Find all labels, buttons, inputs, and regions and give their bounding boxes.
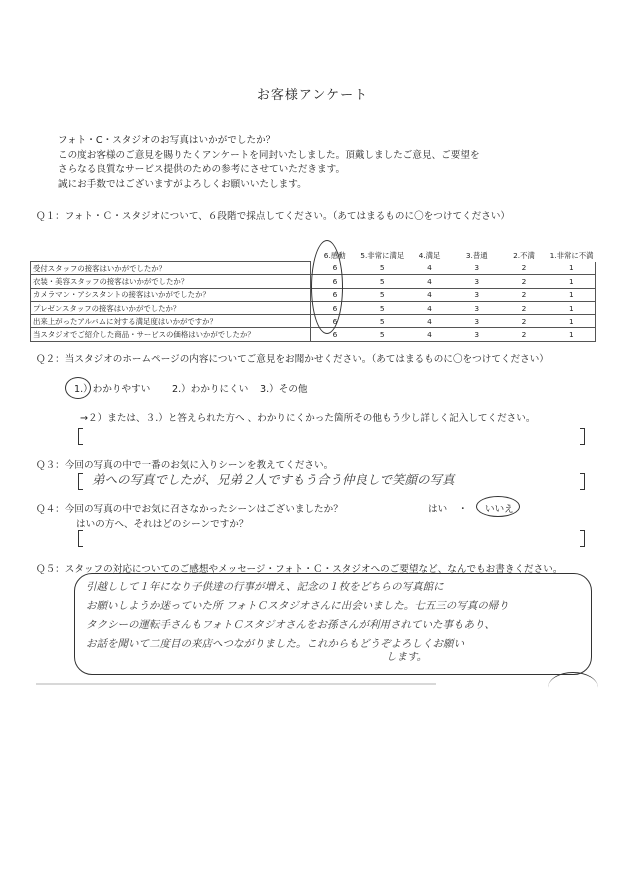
rating-option[interactable]: 4 xyxy=(406,328,453,341)
answer-bracket-left xyxy=(78,428,83,445)
rating-option[interactable]: 2 xyxy=(500,275,547,288)
rating-item-label: 受付スタッフの接客はいかがでしたか？ xyxy=(31,262,311,275)
intro-text xyxy=(58,134,578,192)
q2-followup: →２）または、３.）と答えられた方へ 、わかりにくかった箇所その他もう少し詳しく記入してください。 xyxy=(80,413,536,424)
answer-bracket-right xyxy=(580,428,585,445)
q1-question: Ｑ１：フォト・Ｃ・スタジオについて、６段階で採点してください。（あてはまるものに〇をつけてください） xyxy=(36,211,511,222)
intro-line: さらなる良質なサービス提供のための参考にさせていただきます。 xyxy=(58,164,346,175)
table-row xyxy=(31,328,596,341)
rating-option[interactable]: 5 xyxy=(359,315,406,328)
rating-option[interactable]: 2 xyxy=(500,301,547,314)
rating-col-header: 2.不満 xyxy=(513,251,535,261)
answer-line: タクシーの運転手さんもフォトＣスタジオさんをお孫さんが利用されていた事もあり、 xyxy=(86,619,495,631)
rating-option[interactable]: 3 xyxy=(453,275,500,288)
table-row xyxy=(31,315,596,328)
cropped-text-line xyxy=(36,683,436,685)
rating-col-header: 5.非常に満足 xyxy=(360,251,405,261)
rating-option[interactable]: 6 xyxy=(311,262,359,275)
rating-option[interactable]: 4 xyxy=(406,301,453,314)
q5-question: Ｑ５：スタッフの対応についてのご感想やメッセージ・フォト・Ｃ・スタジオへのご要望など、なんでもお書きください。 xyxy=(36,564,563,575)
rating-option[interactable]: 5 xyxy=(359,288,406,301)
rating-option[interactable]: 1 xyxy=(548,288,596,301)
rating-option[interactable]: 4 xyxy=(406,275,453,288)
q4-question: Ｑ４：今回の写真の中でお気に召さなかったシーンはございましたか？ xyxy=(36,504,343,515)
rating-item-label: プレゼンスタッフの接客はいかがでしたか？ xyxy=(31,301,311,314)
rating-item-label: 衣装・美容スタッフの接客はいかがでしたか？ xyxy=(31,275,311,288)
answer-line: お願いしようか迷っていた所 フォトＣスタジオさんに出会いました。七五三の写真の帰り xyxy=(86,600,509,612)
answer-bracket-left xyxy=(78,473,83,490)
rating-option[interactable]: 2 xyxy=(500,328,547,341)
rating-option[interactable]: 6 xyxy=(311,315,359,328)
rating-option[interactable]: 5 xyxy=(359,328,406,341)
answer-line: お話を聞いて二度目の来店へつながりました。これからもどうぞよろしくお願い xyxy=(86,638,464,650)
rating-option[interactable]: 6 xyxy=(311,328,359,341)
q3-question: Ｑ３：今回の写真の中で一番のお気に入りシーンを教えてください。 xyxy=(36,460,334,471)
answer-bracket-left xyxy=(78,530,83,547)
q5-handwritten-answer xyxy=(86,578,586,667)
rating-option[interactable]: 1 xyxy=(548,262,596,275)
intro-line: 誠にお手数ではございますがよろしくお願いいたします。 xyxy=(58,178,307,190)
q4-option-no[interactable]: いいえ xyxy=(485,504,514,515)
rating-option[interactable]: 4 xyxy=(406,315,453,328)
q2-option-1[interactable]: 1.）わかりやすい xyxy=(74,384,151,395)
q4-option-yes[interactable]: はい xyxy=(428,504,448,515)
rating-option[interactable]: 4 xyxy=(406,262,453,275)
rating-option[interactable]: 6 xyxy=(311,275,359,288)
answer-bracket-right xyxy=(580,473,585,490)
intro-line: フォト・C・スタジオのお写真はいかがでしたか？ xyxy=(58,135,276,146)
hand-drawn-circle-mark xyxy=(311,240,343,334)
answer-bracket-right xyxy=(580,530,585,547)
rating-col-header: 1.非常に不満 xyxy=(549,251,594,261)
rating-option[interactable]: 5 xyxy=(359,262,406,275)
rating-col-header: 4.満足 xyxy=(418,251,441,261)
rating-item-label: カメラマン・アシスタントの接客はいかがでしたか？ xyxy=(31,288,311,301)
intro-line: この度お客様のご意見を賜りたくアンケートを同封いたしました。頂戴しましたご意見、ご要望を xyxy=(58,149,480,161)
rating-option[interactable]: 6 xyxy=(311,301,359,314)
answer-line: 引越しして１年になり子供達の行事が増え、記念の１枚をどちらの写真館に xyxy=(86,581,444,593)
q4-separator: ・ xyxy=(458,504,468,515)
answer-line: します。 xyxy=(386,651,428,663)
rating-option[interactable]: 3 xyxy=(453,288,500,301)
rating-option[interactable]: 2 xyxy=(500,315,547,328)
rating-item-label: 当スタジオでご紹介した商品・サービスの価格はいかがでしたか？ xyxy=(31,328,311,341)
rating-option[interactable]: 1 xyxy=(548,328,596,341)
rating-option[interactable]: 2 xyxy=(500,288,547,301)
q3-handwritten-answer: 弟への写真でしたが、兄弟２人ですもう合う仲良しで笑顔の写真 xyxy=(92,472,455,487)
rating-option[interactable]: 3 xyxy=(453,262,500,275)
rating-option[interactable]: 3 xyxy=(453,301,500,314)
hand-drawn-circle-mark xyxy=(548,672,598,703)
rating-option[interactable]: 4 xyxy=(406,288,453,301)
rating-col-header: 6.感動 xyxy=(323,251,346,261)
q2-option-2[interactable]: 2.）わかりにくい xyxy=(172,384,249,395)
rating-option[interactable]: 6 xyxy=(311,288,359,301)
q2-question: Ｑ２：当スタジオのホームページの内容についてご意見をお聞かせください。（あてはまるものに〇をつけてください） xyxy=(36,354,549,365)
rating-option[interactable]: 1 xyxy=(548,275,596,288)
rating-option[interactable]: 3 xyxy=(453,328,500,341)
q2-option-3[interactable]: 3.）その他 xyxy=(260,384,308,395)
rating-item-label: 出来上がったアルバムに対する満足度はいかがですか？ xyxy=(31,315,311,328)
rating-option[interactable]: 5 xyxy=(359,275,406,288)
rating-option[interactable]: 5 xyxy=(359,301,406,314)
rating-option[interactable]: 3 xyxy=(453,315,500,328)
rating-col-header: 3.普通 xyxy=(465,251,488,261)
rating-option[interactable]: 2 xyxy=(500,262,547,275)
rating-option[interactable]: 1 xyxy=(548,315,596,328)
q4-followup: はいの方へ、それはどのシーンですか？ xyxy=(76,519,249,530)
page-title: お客様アンケート xyxy=(256,88,369,103)
rating-option[interactable]: 1 xyxy=(548,301,596,314)
rating-header-blank xyxy=(31,250,311,262)
